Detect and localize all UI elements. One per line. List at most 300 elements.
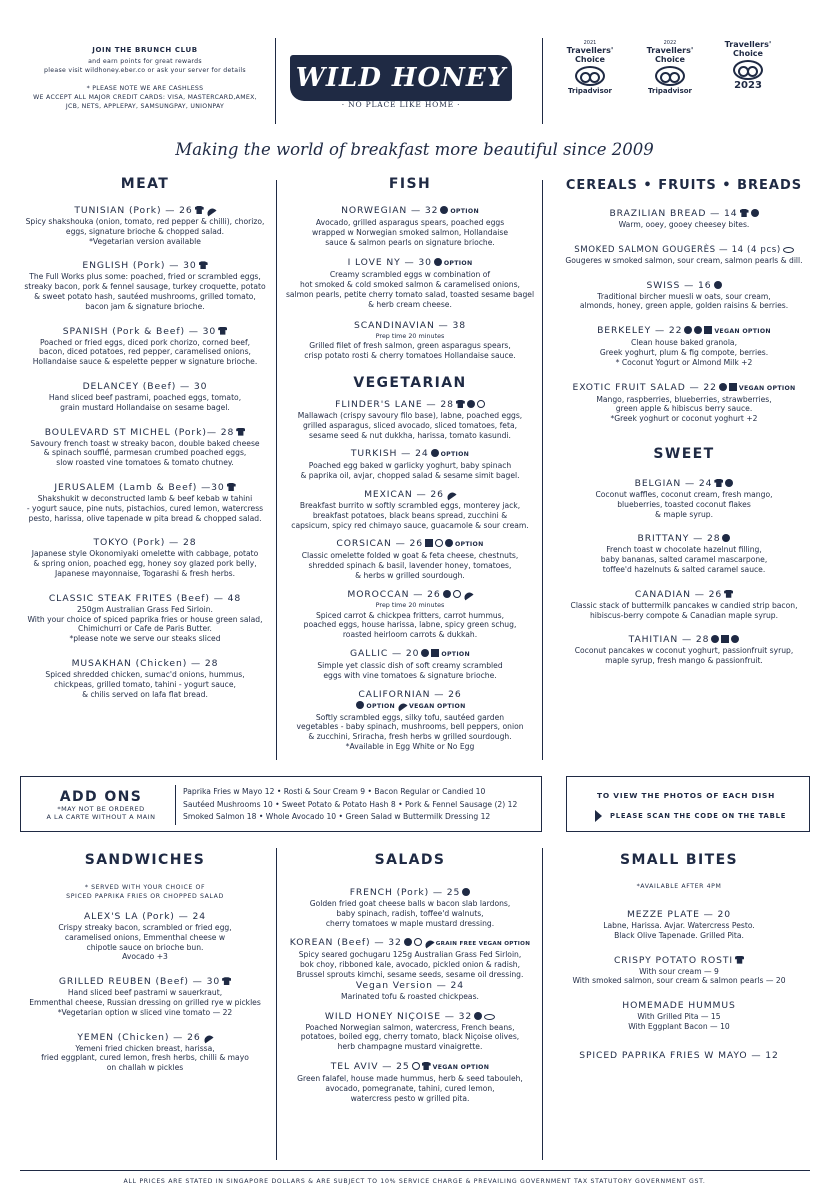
menu-item bbox=[14, 482, 276, 523]
menu-item bbox=[278, 648, 542, 681]
item-name: BRITTANY — 28 bbox=[637, 533, 721, 545]
item-desc: Breakfast burrito w softly scrambled eggs, monterey jack, bbox=[299, 500, 521, 510]
item-name: CALIFORNIAN — 26 bbox=[358, 688, 462, 700]
logo-tagline: · NO PLACE LIKE HOME · bbox=[341, 100, 461, 109]
addons-line: Sautéed Mushrooms 10 • Sweet Potato & Potato Hash 8 • Pork & Fennel Sausage (2) 12 bbox=[183, 799, 518, 809]
menu-item bbox=[548, 909, 810, 941]
menu-item bbox=[548, 244, 820, 266]
item-desc: toffee'd hazelnuts & salted caramel sauce. bbox=[602, 564, 766, 574]
item-name: MUSAKHAN (Chicken) — 28 bbox=[71, 657, 219, 669]
menu-item bbox=[548, 280, 820, 312]
section-title: SMALL BITES bbox=[619, 852, 739, 868]
item-desc: sesame seed & nut dukkha, harissa, tomato kasundi. bbox=[309, 430, 511, 440]
award-badge bbox=[555, 40, 625, 95]
sesame-icon bbox=[412, 1062, 420, 1070]
menu-item bbox=[548, 478, 820, 519]
item-desc: Avocado +3 bbox=[122, 952, 168, 962]
cards-line: WE ACCEPT ALL MAJOR CREDIT CARDS: VISA, MASTERCARD,AMEX, bbox=[33, 94, 257, 101]
addons-title: ADD ONS bbox=[59, 789, 143, 805]
menu-item bbox=[278, 205, 542, 247]
gluten-free-icon bbox=[356, 701, 364, 709]
gluten-free-icon bbox=[719, 383, 727, 391]
item-desc: & herbs w grilled sourdough. bbox=[355, 570, 465, 580]
item-name: FLINDER'S LANE — 28 bbox=[335, 398, 454, 410]
item-desc: grain mustard Hollandaise on sesame bagel. bbox=[60, 402, 230, 412]
item-name: TOKYO (Pork) — 28 bbox=[93, 537, 197, 549]
gluten-free-icon bbox=[694, 326, 702, 334]
option-label: OPTION bbox=[440, 451, 470, 459]
item-desc: Green falafel, house made hummus, herb & seed tabouleh, bbox=[297, 1073, 523, 1083]
item-desc: crisp potato rosti & cherry tomatoes Hollandaise sauce. bbox=[304, 351, 516, 361]
item-desc: Poached or fried eggs, diced pork chorizo, corned beef, bbox=[39, 337, 251, 347]
divider bbox=[542, 180, 543, 760]
pork-icon bbox=[199, 261, 208, 269]
item-desc: almonds, honey, green apple, golden raisins & berries. bbox=[579, 301, 789, 311]
section-title: CEREALS • FRUITS • BREADS bbox=[565, 178, 803, 193]
item-desc: Traditional bircher muesli w oats, sour cream, bbox=[597, 291, 771, 301]
pork-icon bbox=[236, 428, 245, 436]
item-desc: Japanese style Okonomiyaki omelette with cabbage, potato bbox=[31, 549, 259, 559]
item-desc: Greek yoghurt, plum & fig compote, berries. bbox=[599, 347, 769, 357]
item-desc: Yemeni fried chicken breast, harissa, bbox=[75, 1043, 215, 1053]
item-desc: fried eggplant, cured lemon, fresh herbs, chilli & mayo bbox=[41, 1053, 249, 1063]
item-desc: With Eggplant Bacon — 10 bbox=[628, 1021, 730, 1031]
item-desc: With Grilled Pita — 15 bbox=[637, 1012, 721, 1022]
item-desc: & spinach soufflé, parmesan crumbed poached eggs, bbox=[43, 448, 247, 458]
item-desc: Softly scrambled eggs, silky tofu, sautéed garden bbox=[315, 712, 505, 722]
club-title: JOIN THE BRUNCH CLUB bbox=[92, 46, 198, 54]
item-desc: baby bananas, salted caramel mascarpone, bbox=[600, 555, 768, 565]
option-label: OPTION bbox=[443, 260, 473, 268]
photos-line: PLEASE SCAN THE CODE ON THE TABLE bbox=[610, 812, 787, 820]
gluten-free-icon bbox=[725, 479, 733, 487]
item-desc: - yogurt sauce, pine nuts, pistachios, cured lemon, watercress bbox=[26, 503, 264, 513]
award-year: 2021 bbox=[583, 40, 597, 46]
item-desc: potatoes, boiled egg, cherry tomato, black Niçoise olives, bbox=[300, 1032, 520, 1042]
pork-icon bbox=[218, 327, 227, 335]
item-name: BRAZILIAN BREAD — 14 bbox=[609, 208, 738, 219]
item-desc: Hollandaise sauce & espelette pepper w signature brioche. bbox=[32, 357, 258, 367]
item-desc: chipotle sauce on brioche bun. bbox=[86, 942, 204, 952]
menu-item bbox=[548, 325, 820, 367]
nut-icon bbox=[462, 888, 470, 896]
dairy-free-icon bbox=[425, 539, 433, 547]
item-desc: Clean house baked granola, bbox=[630, 338, 738, 348]
item-name: BOULEVARD ST MICHEL (Pork)— 28 bbox=[44, 426, 235, 438]
item-name: JERUSALEM (Lamb & Beef) —30 bbox=[54, 481, 225, 493]
menu-item bbox=[14, 381, 276, 413]
item-desc: Gougeres w smoked salmon, sour cream, salmon pearls & dill. bbox=[565, 255, 803, 265]
menu-item bbox=[548, 1000, 810, 1032]
menu-item bbox=[278, 399, 542, 440]
item-desc: Spicy shakshouka (onion, tomato, red pepper & chilli), chorizo, bbox=[25, 217, 265, 226]
tripadvisor-owl-icon bbox=[655, 66, 685, 86]
chili-icon bbox=[445, 491, 456, 501]
item-desc: With smoked salmon, sour cream & salmon pearls — 20 bbox=[572, 976, 786, 986]
item-desc: Classic stack of buttermilk pancakes w candied strip bacon, bbox=[570, 600, 798, 610]
menu-item bbox=[14, 1032, 276, 1073]
menu-item bbox=[278, 1011, 542, 1052]
item-name: NORWEGIAN — 32 bbox=[341, 205, 439, 216]
item-desc: & maple syrup. bbox=[654, 509, 714, 519]
item-desc: & sweet potato hash, sautéed mushrooms, grilled tomato, bbox=[34, 291, 256, 301]
page-tagline: Making the world of breakfast more beautiful since 2009 bbox=[175, 140, 654, 159]
menu-item bbox=[548, 533, 820, 574]
item-desc: herb champagne mustard vinaigrette. bbox=[337, 1042, 483, 1052]
item-desc: pesto, harissa, olive tapenade w pita bread & chopped salad. bbox=[28, 513, 262, 523]
menu-item bbox=[278, 320, 542, 361]
item-desc: *Greek yoghurt or coconut yoghurt +2 bbox=[610, 414, 758, 424]
item-name: CANADIAN — 26 bbox=[634, 588, 723, 600]
award-line: Travellers' bbox=[566, 46, 614, 55]
item-desc: & spring onion, poached egg, honey soy glazed pork belly, bbox=[33, 559, 257, 569]
item-desc: streaky bacon, pork & fennel sausage, turkey croquette, potato bbox=[24, 282, 266, 292]
item-desc: Mallawach (crispy savoury filo base), labne, poached eggs, bbox=[297, 410, 523, 420]
dairy-free-icon bbox=[704, 326, 712, 334]
item-desc: Poached Norwegian salmon, watercress, French beans, bbox=[305, 1022, 515, 1032]
dairy-free-icon bbox=[721, 635, 729, 643]
award-brand: Tripadvisor bbox=[568, 87, 612, 95]
option-label: OPTION bbox=[441, 650, 470, 658]
section-title: FISH bbox=[388, 176, 432, 192]
vegetarian-icon bbox=[714, 479, 723, 487]
vegetarian-icon bbox=[456, 400, 465, 408]
menu-item bbox=[278, 489, 542, 530]
gluten-free-icon bbox=[751, 209, 759, 217]
item-desc: bacon jam & signature brioche. bbox=[85, 301, 205, 311]
section-title: MEAT bbox=[120, 176, 170, 192]
chili-icon bbox=[202, 1033, 213, 1043]
item-name: GALLIC — 20 bbox=[350, 647, 420, 659]
option-label: VEGAN OPTION bbox=[714, 328, 771, 336]
item-desc: cherry tomatoes w maple mustard dressing. bbox=[325, 918, 495, 928]
item-desc: & herb cream cheese. bbox=[368, 299, 452, 309]
pork-icon bbox=[195, 206, 204, 214]
item-desc: Golden fried goat cheese balls w bacon slab lardons, bbox=[309, 899, 511, 908]
club-line: please visit wildhoney.eber.co or ask your server for details bbox=[44, 67, 246, 74]
menu-item bbox=[278, 887, 542, 928]
option-label: GRAIN FREE VEGAN OPTION bbox=[435, 941, 531, 948]
item-desc: Hand sliced beef pastrami, poached eggs, tomato, bbox=[48, 392, 242, 402]
item-desc: Hand sliced beef pastrami w sauerkraut, bbox=[67, 988, 223, 998]
item-desc: hot smoked & cold smoked salmon & caramelised onions, bbox=[300, 280, 520, 290]
item-desc: Brussel sprouts kimchi, sesame seeds, sesame oil dressing. bbox=[296, 969, 524, 979]
item-desc: With sour cream — 9 bbox=[639, 966, 719, 976]
item-desc: slow roasted vine tomatoes & tomato chutney. bbox=[56, 458, 234, 468]
item-name: TAHITIAN — 28 bbox=[628, 634, 710, 646]
item-desc: shredded spinach & basil, lavender honey, tomatoes, bbox=[308, 561, 512, 571]
dairy-free-icon bbox=[431, 649, 439, 657]
nut-icon bbox=[467, 400, 475, 408]
item-desc: Shakshukit w deconstructed lamb & beef kebab w tahini bbox=[37, 493, 253, 503]
item-desc: baby spinach, radish, toffee'd walnuts, bbox=[336, 908, 484, 918]
gluten-free-icon bbox=[474, 1012, 482, 1020]
item-name: BELGIAN — 24 bbox=[634, 477, 713, 489]
section-title: SWEET bbox=[653, 445, 715, 462]
item-desc: avocado, pomegranate, tahini, cured lemon, bbox=[325, 1083, 495, 1093]
gluten-free-icon bbox=[443, 590, 451, 598]
photos-box bbox=[566, 776, 810, 832]
item-desc: capsicum, spicy red chimayo sauce, guacamole & sour cream. bbox=[291, 520, 529, 530]
item-name: TURKISH — 24 bbox=[350, 448, 429, 460]
item-name: ALEX'S LA (Pork) — 24 bbox=[83, 911, 207, 922]
item-desc: watercress pesto w grilled pita. bbox=[350, 1093, 470, 1103]
nut-icon bbox=[722, 534, 730, 542]
sandwich-note: SPICED PAPRIKA FRIES OR CHOPPED SALAD bbox=[66, 893, 224, 900]
gluten-free-icon bbox=[714, 281, 722, 289]
item-desc: Simple yet classic dish of soft creamy scrambled bbox=[317, 660, 503, 670]
menu-item bbox=[278, 937, 542, 1001]
item-desc: bacon, diced potatoes, red pepper, caramelised onions, bbox=[39, 347, 251, 357]
nut-icon bbox=[435, 539, 443, 547]
item-desc: With your choice of spiced paprika fries or house green salad, bbox=[27, 614, 263, 624]
divider bbox=[175, 785, 176, 825]
option-label: OPTION bbox=[450, 208, 479, 215]
item-name: MEZZE PLATE — 20 bbox=[626, 909, 732, 920]
gluten-free-icon bbox=[434, 258, 442, 266]
club-line: and earn points for great rewards bbox=[88, 58, 202, 65]
sesame-icon bbox=[453, 590, 461, 598]
item-name: SWISS — 16 bbox=[646, 279, 712, 291]
item-desc: & zucchini, Sriracha, fresh herbs w grilled sourdough. bbox=[308, 732, 512, 742]
item-name: FRENCH (Pork) — 25 bbox=[349, 887, 461, 898]
cereals-section bbox=[548, 178, 820, 666]
item-desc: Prep time 20 minutes bbox=[375, 331, 445, 340]
item-desc: Coconut waffles, coconut cream, fresh mango, bbox=[595, 489, 773, 499]
item-name: CORSICAN — 26 bbox=[336, 538, 423, 550]
item-desc: caramelised onions, Emmenthal cheese w bbox=[64, 932, 226, 942]
menu-item bbox=[14, 537, 276, 578]
gluten-free-icon bbox=[404, 938, 412, 946]
item-desc: * Coconut Yogurt or Almond Milk +2 bbox=[615, 357, 753, 367]
item-name: HOMEMADE HUMMUS bbox=[622, 1000, 736, 1012]
gluten-free-icon bbox=[421, 649, 429, 657]
divider bbox=[542, 848, 543, 1160]
option-label: VEGAN OPTION bbox=[408, 702, 466, 710]
divider bbox=[542, 38, 543, 124]
item-desc: Savoury french toast w streaky bacon, double baked cheese bbox=[30, 438, 260, 448]
item-desc: bok choy, ribboned kale, avocado, pickled onion & radish, bbox=[299, 960, 521, 970]
fish-section bbox=[278, 176, 542, 752]
fish-icon bbox=[484, 1014, 495, 1020]
divider bbox=[276, 848, 277, 1160]
item-desc: & paprika oil, avjar, chopped salad & sesame simit bagel. bbox=[300, 471, 520, 481]
menu-item bbox=[548, 955, 810, 987]
item-desc: Classic omelette folded w goat & feta cheese, chestnuts, bbox=[301, 551, 519, 561]
addons-line: Paprika Fries w Mayo 12 • Rosti & Sour Cream 9 • Bacon Regular or Candied 10 bbox=[183, 787, 486, 796]
nut-icon bbox=[684, 326, 692, 334]
item-desc: on challah w pickles bbox=[106, 1063, 184, 1073]
chili-icon bbox=[462, 590, 473, 600]
award-line: Choice bbox=[655, 55, 685, 64]
item-name: EXOTIC FRUIT SALAD — 22 bbox=[572, 381, 717, 393]
item-name: BERKELEY — 22 bbox=[597, 325, 683, 337]
menu-item bbox=[14, 326, 276, 367]
item-desc: grilled asparagus, sliced avocado, sliced tomatoes, feta, bbox=[302, 420, 518, 430]
menu-item bbox=[548, 1050, 810, 1062]
item-name: SMOKED SALMON GOUGERÈS — 14 (4 pcs) bbox=[574, 244, 781, 255]
menu-item bbox=[14, 427, 276, 468]
item-desc: French toast w chocolate hazelnut filling, bbox=[606, 545, 762, 555]
award-brand: Tripadvisor bbox=[648, 87, 692, 95]
item-desc: Labne, Harissa. Avjar. Watercress Pesto. bbox=[603, 921, 755, 930]
award-line: Travellers' bbox=[646, 46, 694, 55]
item-name: KOREAN (Beef) — 32 bbox=[289, 937, 402, 949]
item-desc: *Vegetarian version available bbox=[89, 236, 201, 246]
menu-item bbox=[548, 634, 820, 666]
award-line: Choice bbox=[575, 55, 605, 64]
brunch-club-info bbox=[30, 46, 260, 111]
tripadvisor-owl-icon bbox=[733, 60, 763, 80]
option-label: OPTION bbox=[366, 702, 395, 710]
award-badge bbox=[635, 40, 705, 95]
tripadvisor-owl-icon bbox=[575, 66, 605, 86]
wild-honey-logo: WILD HONEY bbox=[290, 55, 512, 101]
pork-icon bbox=[724, 590, 733, 598]
small-bites-section bbox=[548, 852, 810, 1062]
vegetarian-icon bbox=[740, 209, 749, 217]
gluten-free-icon bbox=[445, 539, 453, 547]
sesame-icon bbox=[477, 400, 485, 408]
addons-sub: *MAY NOT BE ORDERED bbox=[57, 805, 145, 813]
item-name: YEMEN (Chicken) — 26 bbox=[77, 1031, 201, 1043]
item-desc: hibiscus-berry compote & Canadian maple syrup. bbox=[589, 610, 778, 620]
item-desc: vegetables - baby spinach, mushrooms, bell peppers, onion bbox=[296, 722, 524, 732]
item-desc: Coconut pancakes w coconut yoghurt, passionfruit syrup, bbox=[574, 646, 794, 656]
item-desc: eggs with vine tomatoes & signature brioche. bbox=[323, 670, 497, 680]
chili-icon bbox=[205, 207, 216, 217]
menu-item bbox=[548, 382, 820, 424]
item-name: Vegan Version — 24 bbox=[355, 979, 465, 991]
item-name: ENGLISH (Pork) — 30 bbox=[82, 260, 197, 272]
item-name: MOROCCAN — 26 bbox=[347, 588, 441, 600]
item-desc: *Vegetarian option w sliced vine tomato — 22 bbox=[57, 1007, 233, 1017]
addons-box bbox=[20, 776, 542, 832]
footer-note: ALL PRICES ARE STATED IN SINGAPORE DOLLARS & ARE SUBJECT TO 10% SERVICE CHARGE & PREVAILING GOVERNMENT TAX STATUTORY GOVERNMENT GST. bbox=[123, 1178, 706, 1185]
item-name: TEL AVIV — 25 bbox=[330, 1060, 410, 1072]
section-title: SALADS bbox=[374, 852, 446, 868]
option-label: OPTION bbox=[455, 541, 484, 549]
divider bbox=[275, 38, 276, 124]
menu-item bbox=[14, 658, 276, 699]
menu-item bbox=[278, 257, 542, 309]
beef-icon bbox=[222, 977, 231, 985]
item-desc: green apple & hibiscus berry sauce. bbox=[615, 404, 753, 414]
pork-icon bbox=[227, 483, 236, 491]
item-desc: Mango, raspberries, blueberries, strawberries, bbox=[596, 394, 772, 404]
item-desc: Japanese mayonnaise, Togarashi & fresh herbs. bbox=[54, 568, 236, 578]
vegetarian-icon bbox=[422, 1062, 431, 1070]
item-desc: Crispy streaky bacon, scrambled or fried egg, bbox=[58, 923, 232, 932]
addons-heading bbox=[29, 789, 173, 821]
addons-list bbox=[183, 786, 541, 824]
fish-icon bbox=[783, 247, 794, 253]
cards-line: JCB, NETS, APPLEPAY, SAMSUNGPAY, UNIONPAY bbox=[65, 103, 225, 110]
item-desc: poached eggs, house harissa, labne, spicy green schug, bbox=[303, 620, 517, 630]
award-line: Choice bbox=[733, 49, 763, 58]
menu-item bbox=[278, 448, 542, 481]
meat-section bbox=[14, 176, 276, 699]
item-name: SPANISH (Pork & Beef) — 30 bbox=[62, 325, 217, 337]
item-desc: Prep time 20 minutes bbox=[375, 600, 445, 609]
vegetarian-icon bbox=[735, 956, 744, 964]
menu-item bbox=[14, 911, 276, 962]
item-desc: Poached egg baked w garlicky yoghurt, baby spinach bbox=[308, 461, 512, 471]
item-name: TUNISIAN (Pork) — 26 bbox=[74, 205, 193, 216]
gluten-free-icon bbox=[711, 635, 719, 643]
photos-scan bbox=[595, 810, 786, 822]
item-desc: Grilled filet of fresh salmon, green asparagus spears, bbox=[309, 341, 511, 351]
photos-line: TO VIEW THE PHOTOS OF EACH DISH bbox=[597, 791, 776, 800]
divider bbox=[20, 1170, 810, 1171]
award-year: 2022 bbox=[663, 40, 677, 46]
gluten-free-icon bbox=[431, 449, 439, 457]
item-desc: 250gm Australian Grass Fed Sirloin. bbox=[77, 604, 213, 614]
menu-item bbox=[278, 538, 542, 580]
item-desc: Avocado, grilled asparagus spears, poached eggs bbox=[315, 218, 505, 227]
award-line: Travellers' bbox=[724, 40, 772, 49]
item-desc: maple syrup, fresh mango & passionfruit. bbox=[605, 656, 763, 666]
item-desc: Spiced carrot & chickpea fritters, carrot hummus, bbox=[315, 610, 505, 620]
nut-icon bbox=[731, 635, 739, 643]
salads-section bbox=[278, 852, 542, 1103]
addons-sub: A LA CARTE WITHOUT A MAIN bbox=[46, 813, 156, 821]
item-desc: & chilis served on lafa flat bread. bbox=[82, 689, 208, 699]
item-desc: Emmenthal cheese, Russian dressing on grilled rye w pickles bbox=[29, 997, 261, 1007]
menu-item bbox=[14, 205, 276, 246]
item-desc: *Available in Egg White or No Egg bbox=[345, 741, 475, 751]
menu-item bbox=[278, 689, 542, 752]
menu-item bbox=[548, 589, 820, 621]
menu-item bbox=[14, 976, 276, 1017]
item-desc: Spicy seared gochugaru 125g Australian Grass Fed Sirloin, bbox=[298, 950, 522, 960]
item-desc: The Full Works plus some: poached, fried or scrambled eggs, bbox=[29, 272, 261, 282]
divider bbox=[276, 180, 277, 760]
sandwich-note: * SERVED WITH YOUR CHOICE OF bbox=[84, 884, 206, 891]
item-desc: Spiced shredded chicken, sumac'd onions, hummus, bbox=[45, 669, 245, 679]
menu-item bbox=[278, 589, 542, 640]
item-desc: Marinated tofu & roasted chickpeas. bbox=[341, 991, 479, 1001]
item-name: I LOVE NY — 30 bbox=[347, 257, 432, 269]
item-name: SCANDINAVIAN — 38 bbox=[354, 319, 466, 331]
item-desc: eggs, signature brioche & chopped salad. bbox=[65, 226, 225, 236]
item-name: SPICED PAPRIKA FRIES W MAYO — 12 bbox=[579, 1049, 779, 1061]
sesame-icon bbox=[414, 938, 422, 946]
gluten-free-icon bbox=[440, 206, 448, 214]
item-name: DELANCEY (Beef) — 30 bbox=[82, 380, 208, 392]
item-name: CLASSIC STEAK FRITES (Beef) — 48 bbox=[48, 592, 242, 604]
item-name: GRILLED REUBEN (Beef) — 30 bbox=[58, 976, 221, 988]
item-desc: salmon pearls, petite cherry tomato salad, toasted sesame bagel bbox=[285, 289, 535, 299]
section-title: VEGETARIAN bbox=[353, 374, 467, 391]
item-desc: Creamy scrambled eggs w combination of bbox=[329, 270, 491, 280]
chili-icon bbox=[423, 939, 434, 949]
vegan-leaf-icon bbox=[396, 701, 407, 711]
cashless-note: * PLEASE NOTE WE ARE CASHLESS bbox=[86, 85, 204, 92]
item-desc: roasted heirloom carrots & dukkah. bbox=[342, 630, 478, 640]
dairy-free-icon bbox=[729, 383, 737, 391]
item-name: WILD HONEY NIÇOISE — 32 bbox=[324, 1010, 473, 1022]
option-label: VEGAN OPTION bbox=[432, 1063, 490, 1071]
item-desc: breakfast potatoes, black beans spread, zucchini & bbox=[312, 510, 508, 520]
item-desc: *please note we serve our steaks sliced bbox=[69, 634, 221, 644]
menu-item bbox=[278, 1061, 542, 1103]
sandwiches-section bbox=[14, 852, 276, 1073]
item-desc: blueberries, toasted coconut flakes bbox=[617, 499, 751, 509]
item-desc: sauce & salmon pearls on signature brioche. bbox=[325, 237, 495, 247]
item-desc: Warm, ooey, gooey cheesey bites. bbox=[618, 220, 750, 229]
item-desc: wrapped w Norwegian smoked salmon, Hollandaise bbox=[312, 227, 508, 237]
